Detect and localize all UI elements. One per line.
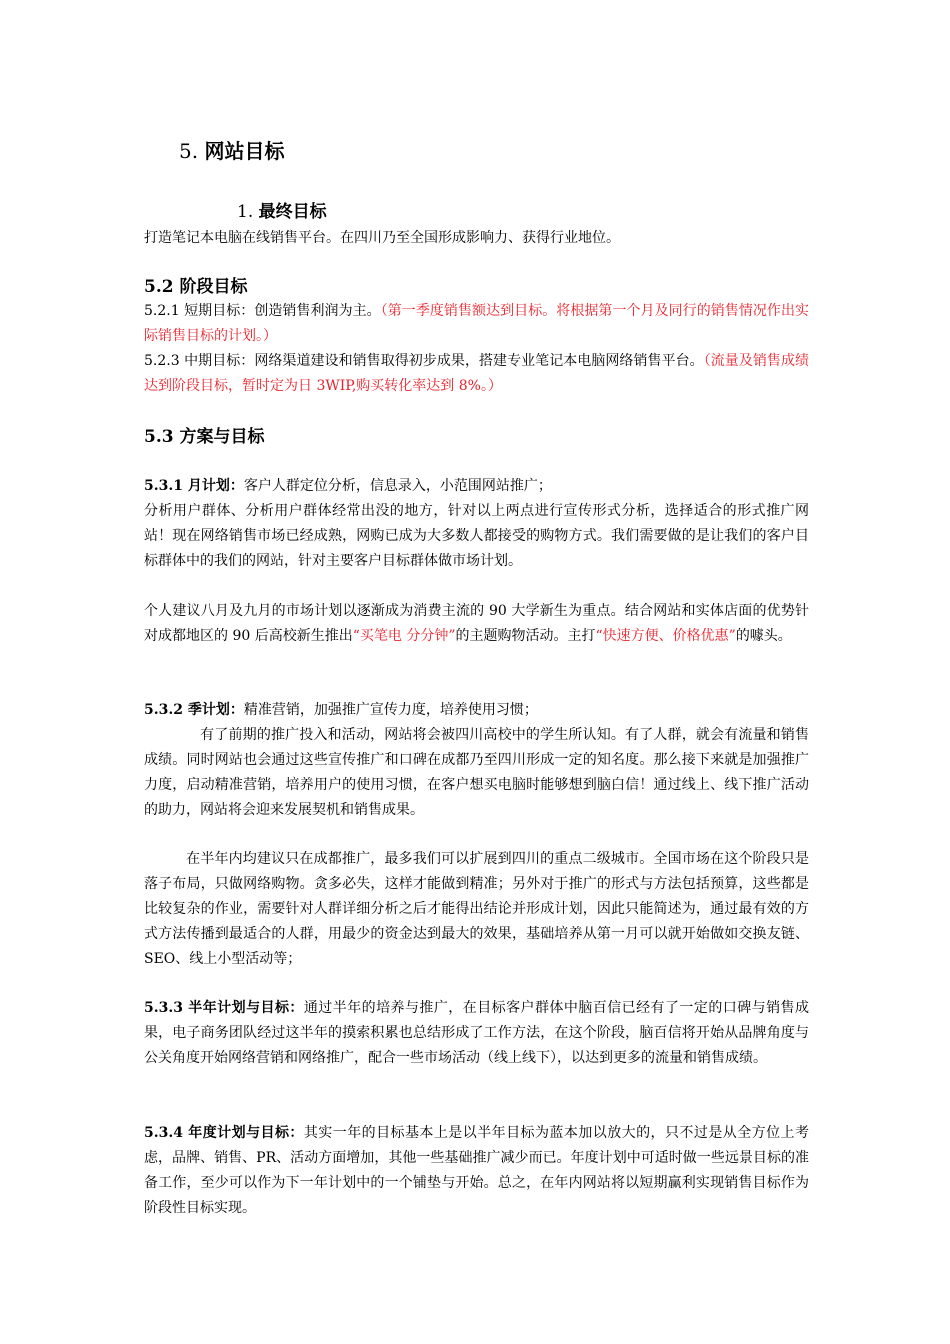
- campaign-highlight: “快速方便、价格优惠”: [595, 628, 736, 644]
- final-goal-text: 打造笔记本电脑在线销售平台。在四川乃至全国形成影响力、获得行业地位。: [144, 230, 620, 246]
- season-plan-paragraph: [144, 698, 809, 823]
- suggestion-text-c: 的噱头。: [735, 628, 792, 644]
- short-term-goal-note: （第一季度销售额达到目标。将根据第一个月及同行的销售情况作出实际销售目标的计划。）: [144, 303, 809, 344]
- mid-term-goal-paragraph: [144, 349, 809, 399]
- annual-plan-paragraph: [144, 1121, 809, 1221]
- subheading-number: 1.: [237, 202, 254, 222]
- month-plan-body: 分析用户群体、分析用户群体经常出没的地方，针对以上两点进行宣传形式分析，选择适合的形式推广网站！现在网络销售市场已经成熟，网购已成为大多数人都接受的购物方式。我们需要做的是让我们的客户目标群体中的我们的网站，针对主要客户目标群体做市场计划。: [144, 503, 809, 569]
- month-plan-paragraph: [144, 474, 809, 574]
- subheading-title: 最终目标: [258, 202, 327, 222]
- plan-heading: 5.3 方案与目标: [144, 427, 265, 447]
- suggestion-text-a: 个人建议八月及九月的市场计划以逐渐成为消费主流的 90 大学新生为重点。结合网站和实体店面的优势针对成都地区的 90 后高校新生推出: [144, 603, 809, 644]
- short-term-goal-paragraph: [144, 299, 809, 349]
- season-plan-label: 5.3.2 季计划：: [144, 702, 244, 718]
- month-plan-suggestion: [144, 599, 809, 649]
- stage-goal-heading: 5.2 阶段目标: [144, 277, 248, 297]
- half-year-plan-label: 5.3.3 半年计划与目标：: [144, 1000, 304, 1016]
- season-plan-paragraph-2: [144, 847, 809, 972]
- half-year-plan-body: 通过半年的培养与推广，在目标客户群体中脑百信已经有了一定的口碑与销售成果，电子商务团队经过这半年的摸索积累也总结形成了工作方法，在这个阶段，脑百信将开始从品牌角度与公关角度开始网络营销和网络推广，配合一些市场活动（线上线下），以达到更多的流量和销售成绩。: [144, 1000, 809, 1066]
- season-plan-lead: 精准营销，加强推广宣传力度，培养使用习惯；: [243, 702, 538, 718]
- heading-number: 5.: [179, 139, 199, 163]
- half-year-plan-paragraph: [144, 996, 809, 1071]
- short-term-goal-text: 5.2.1 短期目标：创造销售利润为主。: [144, 303, 381, 319]
- section-heading-5: [179, 137, 284, 165]
- season-plan-body-2: 在半年内均建议只在成都推广，最多我们可以扩展到四川的重点二级城市。全国市场在这个阶段只是落子布局，只做网络购物。贪多必失，这样才能做到精准；另外对于推广的形式与方法包括预算，这些都是比较复杂的作业，需要针对人群详细分析之后才能得出结论并形成计划，因此只能简述为，通过最有效的方式方法传播到最适合的人群，用最少的资金达到最大的效果，基础培养从第一月可以就开始做如交换友链、SEO、线上小型活动等；: [144, 851, 809, 967]
- suggestion-text-b: 的主题购物活动。主打: [455, 628, 596, 644]
- month-plan-label: 5.3.1 月计划：: [144, 478, 244, 494]
- heading-title: 网站目标: [204, 139, 285, 163]
- annual-plan-body: 其实一年的目标基本上是以半年目标为蓝本加以放大的，只不过是从全方位上考虑，品牌、销售、PR、活动方面增加，其他一些基础推广减少而已。年度计划中可适时做一些远景目标的准备工作，至少可以作为下一年计划中的一个铺垫与开始。总之，在年内网站将以短期赢利实现销售目标作为阶段性目标实现。: [144, 1125, 809, 1216]
- season-plan-body: 有了前期的推广投入和活动，网站将会被四川高校中的学生所认知。有了人群，就会有流量和销售成绩。同时网站也会通过这些宣传推广和口碑在成都乃至四川形成一定的知名度。那么接下来就是加强推广力度，启动精准营销，培养用户的使用习惯，在客户想买电脑时能够想到脑白信！通过线上、线下推广活动的助力，网站将会迎来发展契机和销售成果。: [144, 727, 809, 818]
- month-plan-lead: 客户人群定位分析，信息录入，小范围网站推广；: [243, 478, 552, 494]
- subheading-final-goal: [237, 200, 327, 224]
- mid-term-goal-text: 5.2.3 中期目标：网络渠道建设和销售取得初步成果，搭建专业笔记本电脑网络销售平台。: [144, 353, 704, 369]
- mid-term-goal-note: （流量及销售成绩达到阶段目标，暂时定为日 3WIP,购买转化率达到 8%。）: [144, 353, 810, 394]
- campaign-slogan: “买笔电 分分钟”: [352, 628, 456, 644]
- annual-plan-label: 5.3.4 年度计划与目标：: [144, 1125, 304, 1141]
